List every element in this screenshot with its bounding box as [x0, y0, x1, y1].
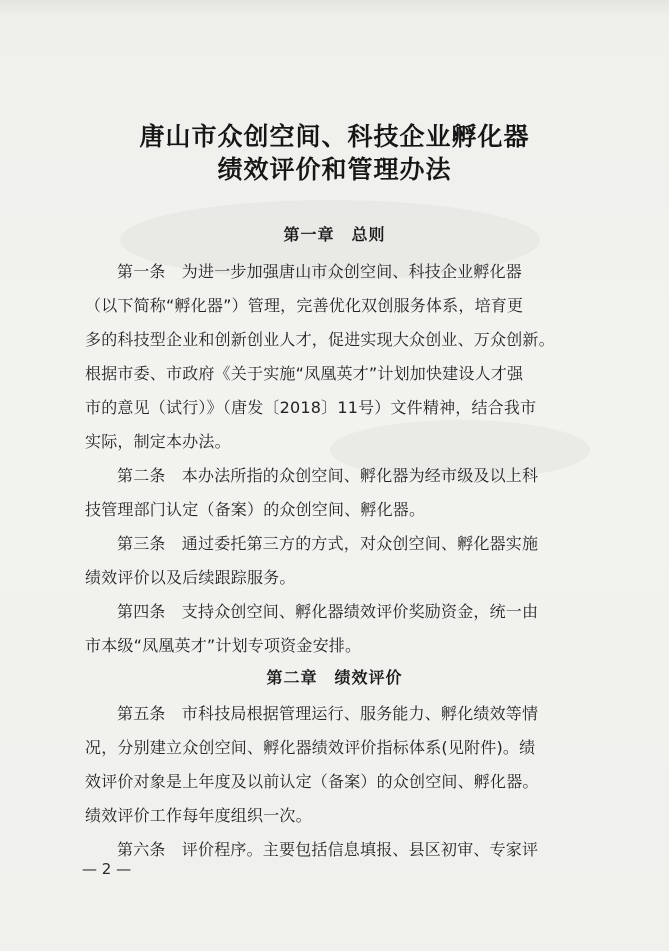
- article-line: 效评价对象是上年度及以前认定（备案）的众创空间、孵化器。: [85, 772, 539, 791]
- article-line: 根据市委、市政府《关于实施“凤凰英才”计划加快建设人才强: [85, 364, 524, 383]
- article-line: 技管理部门认定（备案）的众创空间、孵化器。: [85, 500, 426, 519]
- article-line: 市本级“凤凰英才”计划专项资金安排。: [85, 636, 362, 655]
- article-line: 第一条 为进一步加强唐山市众创空间、科技企业孵化器: [117, 262, 523, 281]
- article-line: 第二条 本办法所指的众创空间、孵化器为经市级及以上科: [117, 466, 539, 485]
- page-number: — 2 —: [82, 860, 132, 878]
- article-line: 绩效评价以及后续跟踪服务。: [85, 568, 296, 587]
- chapter-heading-1: 第一章 总则: [283, 225, 386, 244]
- chapter-heading-2: 第二章 绩效评价: [266, 668, 403, 687]
- article-line: 况，分别建立众创空间、孵化器绩效评价指标体系(见附件)。绩: [85, 738, 536, 757]
- scan-edge-shadow: [0, 0, 669, 18]
- article-line: 市的意见（试行）》（唐发〔2018〕11号）文件精神，结合我市: [85, 398, 537, 417]
- document-title-line2: 绩效评价和管理办法: [217, 155, 452, 184]
- article-line: 第五条 市科技局根据管理运行、服务能力、孵化绩效等情: [117, 704, 539, 723]
- article-line: 绩效评价工作每年度组织一次。: [85, 806, 312, 825]
- article-line: 第四条 支持众创空间、孵化器绩效评价奖励资金，统一由: [117, 602, 539, 621]
- article-line: （以下简称“孵化器”）管理，完善优化双创服务体系，培育更: [85, 296, 524, 315]
- article-line: 多的科技型企业和创新创业人才，促进实现大众创业、万众创新。: [85, 330, 555, 349]
- article-line: 实际，制定本办法。: [85, 432, 231, 451]
- article-line: 第六条 评价程序。主要包括信息填报、县区初审、专家评: [117, 840, 539, 859]
- document-title-line1: 唐山市众创空间、科技企业孵化器: [139, 122, 530, 151]
- article-line: 第三条 通过委托第三方的方式，对众创空间、孵化器实施: [117, 534, 539, 553]
